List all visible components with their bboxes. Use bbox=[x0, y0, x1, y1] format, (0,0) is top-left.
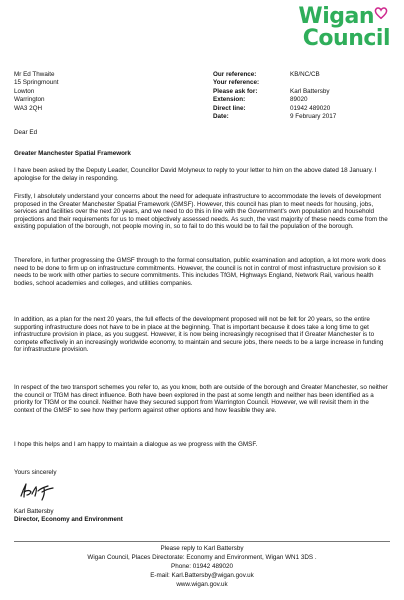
recipient-name: Mr Ed Thwaite bbox=[14, 71, 55, 78]
recipient-street: 15 Springmount bbox=[14, 79, 59, 87]
reference-value: 89020 bbox=[290, 96, 308, 104]
body-paragraph bbox=[14, 384, 390, 414]
recipient-area: Lowton bbox=[14, 87, 35, 95]
body-paragraph bbox=[14, 167, 390, 182]
reference-row bbox=[213, 96, 393, 104]
reference-label: Extension: bbox=[213, 96, 246, 104]
body-paragraph bbox=[14, 193, 390, 231]
reference-row bbox=[213, 88, 393, 96]
logo-word-council: Council bbox=[302, 26, 390, 51]
reference-label: Please ask for: bbox=[213, 87, 258, 95]
letter-subject: Greater Manchester Spatial Framework bbox=[14, 150, 131, 157]
recipient-postcode: WA3 2QH bbox=[14, 104, 43, 112]
reference-block bbox=[213, 71, 393, 121]
salutation: Dear Ed bbox=[14, 129, 38, 136]
reference-value: 01942 489020 bbox=[290, 104, 331, 112]
recipient-town: Warrington bbox=[14, 96, 45, 104]
reference-value bbox=[290, 79, 393, 87]
reference-row bbox=[213, 105, 393, 113]
reference-label: Direct line: bbox=[213, 104, 246, 112]
footer-reply-to: Please reply to Karl Battersby bbox=[160, 545, 244, 552]
paragraph-text: Therefore, in further progressing the GMSF through to the formal consultation, public examination and adoption, a lot more work does need to be done to firm up on infrastructure commitments. However, the council is not in control of most infrastructure provision so it needs to be work with other parties to secure commitments. This includes TfGM, Highways England, Network Rail, various health bodies, school academies and colleges, and utilities companies. bbox=[14, 257, 386, 287]
logo-word-wigan: Wigan bbox=[298, 4, 374, 29]
reference-label: Date: bbox=[213, 112, 229, 120]
letter-footer bbox=[0, 540, 404, 590]
reference-value: KB/NC/CB bbox=[290, 71, 320, 78]
paragraph-text: In addition, as a plan for the next 20 years, the full effects of the development proposed will not be felt for 20 years, so the entire supporting infrastructure does not have to be in place at the beginning. That is important because it does take a long time to get infrastructure provision in place, as you suggest. However, it is now being increasingly recognised that if Greater Manchester is to compete effectively in an increasingly worldwide economy, to maintain and secure jobs, there needs to be a large increase in funding for infrastructure provision. bbox=[14, 316, 384, 354]
reference-row bbox=[213, 79, 393, 87]
footer-address: Wigan Council, Places Directorate: Economy and Environment, Wigan WN1 3DS . bbox=[87, 554, 317, 561]
signoff: Yours sincerely bbox=[14, 469, 57, 476]
reference-label: Our reference: bbox=[213, 71, 257, 78]
reference-row bbox=[213, 71, 393, 79]
paragraph-text: Firstly, I absolutely understand your concerns about the need for adequate infrastructure to accommodate the levels of development proposed in the Greater Manchester Spatial Framework (GMSF). However, this council has plan to meet needs for housing, jobs, services and facilities over the next 20 years, and we need to do this in line with the Government's own population and household projections and their requirements for us to meet objectively assessed needs. As such, the vast majority of these needs come from the existing population of the borough, not people moving in, so to fail to do this would be to fail the population of the borough. bbox=[14, 193, 388, 231]
body-paragraph bbox=[14, 441, 390, 449]
reference-value: Karl Battersby bbox=[290, 87, 330, 95]
footer-website[interactable]: www.wigan.gov.uk bbox=[176, 581, 228, 588]
body-paragraph bbox=[14, 257, 390, 287]
paragraph-text: I hope this helps and I am happy to maintain a dialogue as we progress with the GMSF. bbox=[14, 441, 258, 448]
reference-label: Your reference: bbox=[213, 79, 260, 87]
footer-email[interactable]: E-mail: Karl.Battersby@wigan.gov.uk bbox=[150, 572, 254, 579]
paragraph-text: I have been asked by the Deputy Leader, Councillor David Molyneux to reply to your letter to him on the above dated 18 January. I apologise for the delay in responding. bbox=[14, 167, 377, 182]
heart-icon bbox=[374, 6, 388, 20]
paragraph-text: In respect of the two transport schemes you refer to, as you know, both are outside of the borough and Greater Manchester, so neither the council or TfGM has direct influence. Both have been explored in the past at some length and neither has been identified as a priority for TfGM or the council. Neither have they secured support from Warrington Council. However, we will revisit them in the context of the GMSF to see how they perform against other options and how feasible they are. bbox=[14, 384, 388, 414]
signer-name: Karl Battersby bbox=[14, 508, 54, 515]
wigan-council-logo bbox=[260, 6, 390, 58]
body-paragraph bbox=[14, 316, 390, 354]
reference-value: 9 February 2017 bbox=[290, 112, 337, 120]
signer-title: Director, Economy and Environment bbox=[14, 516, 123, 523]
handwritten-signature bbox=[18, 480, 58, 502]
footer-phone: Phone: 01942 489020 bbox=[171, 563, 233, 570]
recipient-address bbox=[14, 71, 154, 113]
reference-row bbox=[213, 113, 393, 121]
